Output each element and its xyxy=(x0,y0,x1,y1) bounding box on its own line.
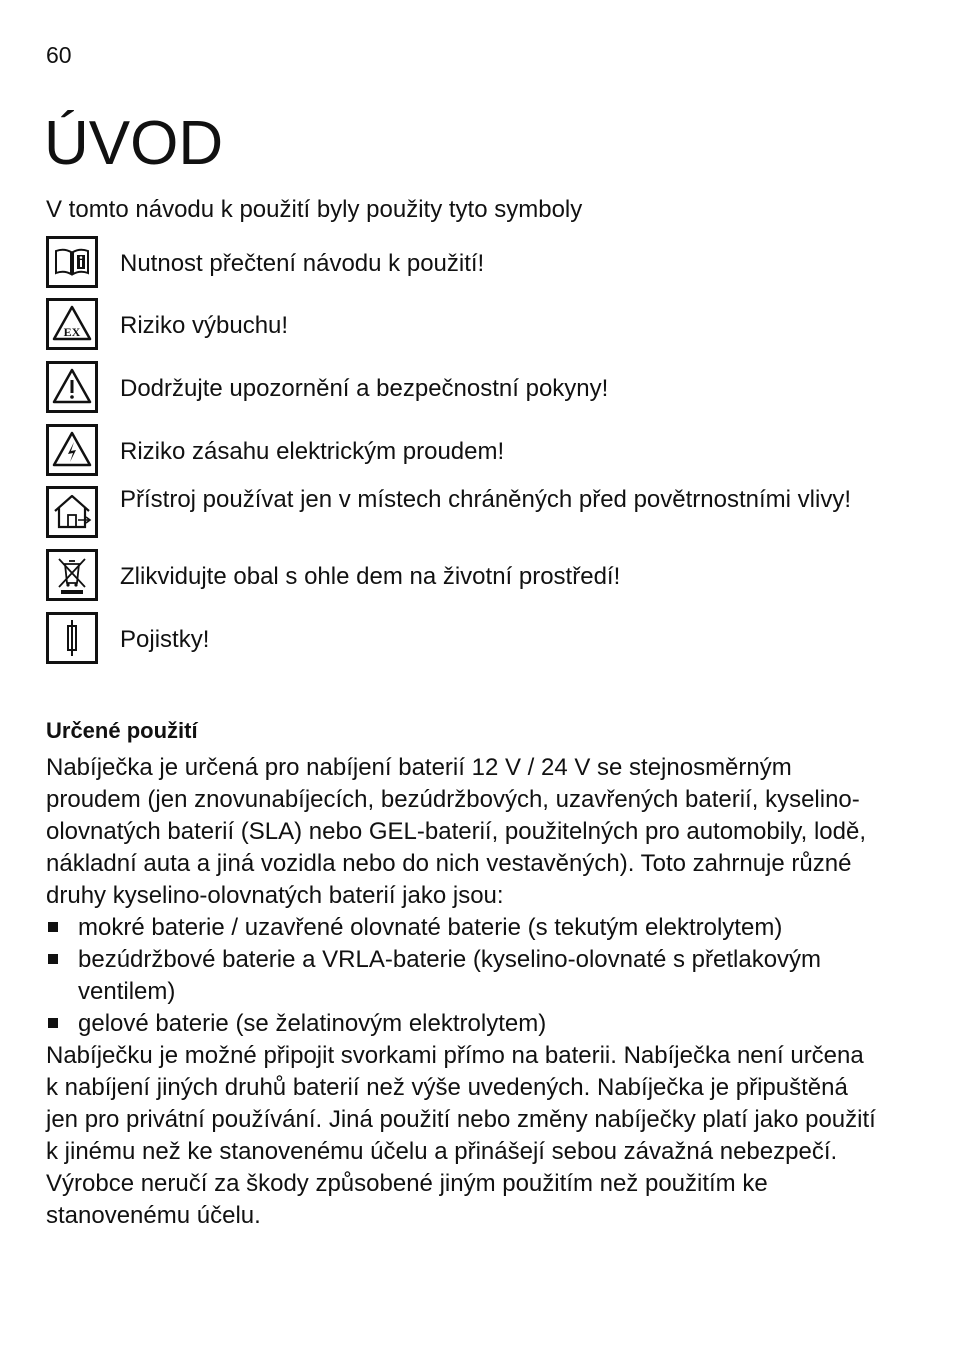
list-item-text: bezúdržbové baterie a VRLA-baterie (kyselino-olovnaté s přetlakovým ventilem) xyxy=(78,946,822,1005)
symbol-text-warning: Dodržujte upozornění a bezpečnostní pokyny! xyxy=(120,375,609,402)
bullet-square-icon xyxy=(48,922,58,932)
indoor-use-icon xyxy=(46,486,98,538)
read-manual-icon xyxy=(46,236,98,288)
bullet-square-icon xyxy=(48,1018,58,1028)
symbol-row-electric-shock xyxy=(46,424,886,478)
page-title: ÚVOD xyxy=(44,109,224,178)
symbol-text-fuse: Pojistky! xyxy=(120,626,210,653)
battery-types-list xyxy=(46,912,886,1040)
symbols-intro: V tomto návodu k použití byly použity tyto symboly xyxy=(46,196,583,223)
symbol-row-explosion-risk xyxy=(46,298,886,352)
intended-use-paragraph-2: Nabíječku je možné připojit svorkami přímo na baterii. Nabíječka není určena k nabíjení jiných druhů baterií než výše uvedených. Nabíječka je připuštěná jen pro privátní používání. Jiná použití nebo změny nabíječky platí jako použití k jinému než ke stanovenému účelu a přinášejí sebou závažná nebezpečí. Výrobce neručí za škody způsobené jiným použitím než použitím ke stanovenému účelu. xyxy=(46,1042,876,1229)
intended-use-heading: Určené použití xyxy=(46,718,198,743)
symbol-row-read-manual xyxy=(46,236,886,290)
explosion-risk-icon xyxy=(46,298,98,350)
list-item xyxy=(46,1008,886,1040)
fuse-icon xyxy=(46,612,98,664)
symbol-text-indoor-use: Přístroj používat jen v místech chráněných před povětrnostními vlivy! xyxy=(120,486,851,513)
symbol-row-warning xyxy=(46,361,886,415)
symbol-text-read-manual: Nutnost přečtení návodu k použití! xyxy=(120,250,485,277)
symbol-row-fuse xyxy=(46,612,886,666)
waste-bin-icon xyxy=(46,549,98,601)
bullet-square-icon xyxy=(48,954,58,964)
list-item xyxy=(46,944,886,1008)
symbol-row-waste-bin xyxy=(46,549,886,603)
electric-shock-icon xyxy=(46,424,98,476)
symbol-text-waste-bin: Zlikvidujte obal s ohle dem na životní prostředí! xyxy=(120,563,621,590)
warning-icon xyxy=(46,361,98,413)
svg-text:EX: EX xyxy=(63,325,81,339)
symbol-row-indoor-use xyxy=(46,486,886,540)
symbol-text-explosion-risk: Riziko výbuchu! xyxy=(120,312,289,339)
symbol-text-electric-shock: Riziko zásahu elektrickým proudem! xyxy=(120,438,505,465)
list-item-text: gelové baterie (se želatinovým elektrolytem) xyxy=(78,1010,547,1037)
page-number: 60 xyxy=(46,42,72,68)
list-item-text: mokré baterie / uzavřené olovnaté baterie (s tekutým elektrolytem) xyxy=(78,914,783,941)
intended-use-paragraph-1: Nabíječka je určená pro nabíjení baterií 12 V / 24 V se stejnosměrným proudem (jen znovunabíjecích, bezúdržbových, uzavřených baterií, kyselino-olovnatých baterií (SLA) nebo GEL-baterií, použitelných pro automobily, lodě, nákladní auta a jiná vozidla nebo do nich vestavěných). Toto zahrnuje různé druhy kyselino-olovnatých baterií jako jsou: xyxy=(46,754,867,909)
list-item xyxy=(46,912,886,944)
